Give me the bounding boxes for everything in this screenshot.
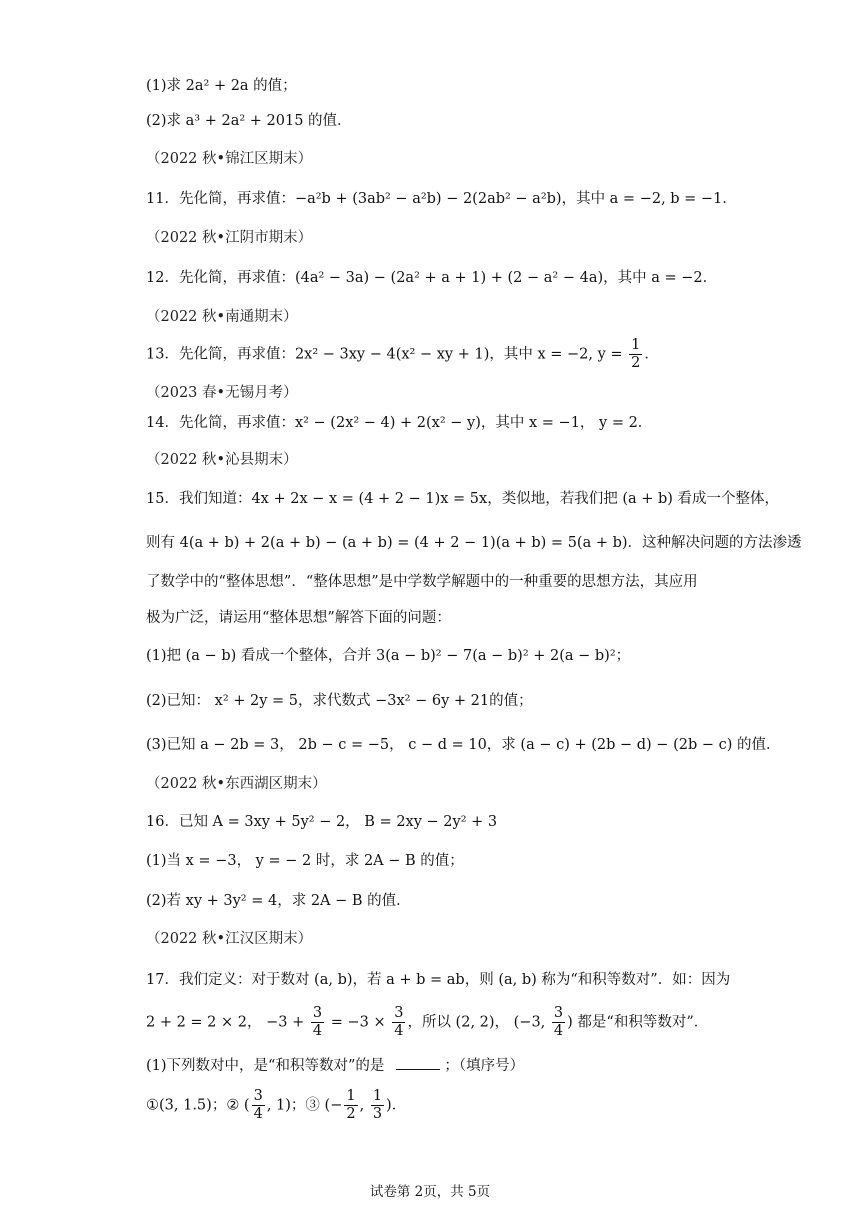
question-10-part-2: (2)求 a³ + 2a² + 2015 的值．: [146, 113, 352, 129]
question-16-part-1: (1)当 x = −3， y = − 2 时，求 2A − B 的值；: [146, 853, 464, 869]
question-17-line-1: 17．我们定义：对于数对 (a, b)，若 a + b = ab，则 (a, b) 称为“和积等数对”．如：因为: [146, 972, 731, 988]
question-16: 16．已知 A = 3xy + 5y² − 2， B = 2xy − 2y² + 3: [146, 814, 498, 830]
source-label: （2022 秋•东西湖区期末）: [146, 776, 327, 792]
question-15-part-3: (3)已知 a − 2b = 3， 2b − c = −5， c − d = 10，求 (a − c) + (2b − d) − (2b − c) 的值．: [146, 737, 781, 753]
question-17-line-2: 2 + 2 = 2 × 2， −3 + $\frac{3}{4}$ = −3 × $\frac{3}{4}$ ，所以 (2, 2)， (−3, $\frac{3}{4}$ ) 都是“和积等数对”．: [146, 1005, 709, 1039]
source-label: （2022 秋•沁县期末）: [146, 452, 298, 468]
source-label: （2023 春•无锡月考）: [146, 385, 298, 401]
question-11: 11．先化简，再求值：−a²b + (3ab² − a²b) − 2(2ab² − a²b)，其中 a = −2, b = −1．: [146, 191, 737, 207]
question-16-part-2: (2)若 xy + 3y² = 4，求 2A − B 的值．: [146, 893, 411, 909]
question-15-line-2: 则有 4(a + b) + 2(a + b) − (a + b) = (4 + 2 − 1)(a + b) = 5(a + b)．这种解决问题的方法渗透: [146, 535, 802, 551]
fraction: $\frac{1}{2}$: [346, 1088, 356, 1122]
question-12: 12．先化简，再求值：(4a² − 3a) − (2a² + a + 1) + (2 − a² − 4a)，其中 a = −2．: [146, 270, 718, 286]
question-17-options: ①(3, 1.5)；② ( $\frac{3}{4}$ , 1)；③ (− $\frac{1}{2}$ , $\frac{1}{3}$ )．: [146, 1088, 407, 1122]
question-15-line-3: 了数学中的“整体思想”．“整体思想”是中学数学解题中的一种重要的思想方法，其应用: [146, 574, 698, 590]
fraction: $\frac{1}{2}$: [631, 337, 641, 371]
fraction: $\frac{3}{4}$: [394, 1005, 404, 1039]
answer-blank: [396, 1055, 440, 1070]
source-label: （2022 秋•江汉区期末）: [146, 931, 313, 947]
source-label: （2022 秋•南通期末）: [146, 309, 298, 325]
fraction: $\frac{3}{4}$: [553, 1005, 564, 1039]
fraction: $\frac{1}{3}$: [372, 1088, 383, 1122]
fraction: $\frac{3}{4}$: [253, 1088, 263, 1122]
question-15-part-2: (2)已知： x² + 2y = 5，求代数式 −3x² − 6y + 21的值；: [146, 693, 533, 709]
question-13: 13．先化简，再求值：2x² − 3xy − 4(x² − xy + 1)，其中 x = −2, y = $\frac{1}{2}$ ．: [146, 337, 659, 371]
question-15-part-1: (1)把 (a − b) 看成一个整体，合并 3(a − b)² − 7(a − b)² + 2(a − b)²；: [146, 648, 631, 664]
page-footer: 试卷第 2页，共 5页: [369, 1184, 491, 1200]
fraction: $\frac{3}{4}$: [312, 1005, 323, 1039]
question-14: 14．先化简，再求值：x² − (2x² − 4) + 2(x² − y)，其中 x = −1， y = 2．: [146, 415, 653, 431]
source-label: （2022 秋•锦江区期末）: [146, 151, 313, 167]
question-15-line-1: 15．我们知道：4x + 2x − x = (4 + 2 − 1)x = 5x，类似地，若我们把 (a + b) 看成一个整体，: [146, 491, 780, 507]
question-17-part-1: (1)下列数对中，是“和积等数对”的是 ；（填序号）: [146, 1055, 524, 1076]
question-10-part-1: (1)求 2a² + 2a 的值；: [146, 78, 297, 94]
question-15-line-4: 极为广泛，请运用“整体思想”解答下面的问题：: [146, 610, 451, 626]
source-label: （2022 秋•江阴市期末）: [146, 230, 313, 246]
